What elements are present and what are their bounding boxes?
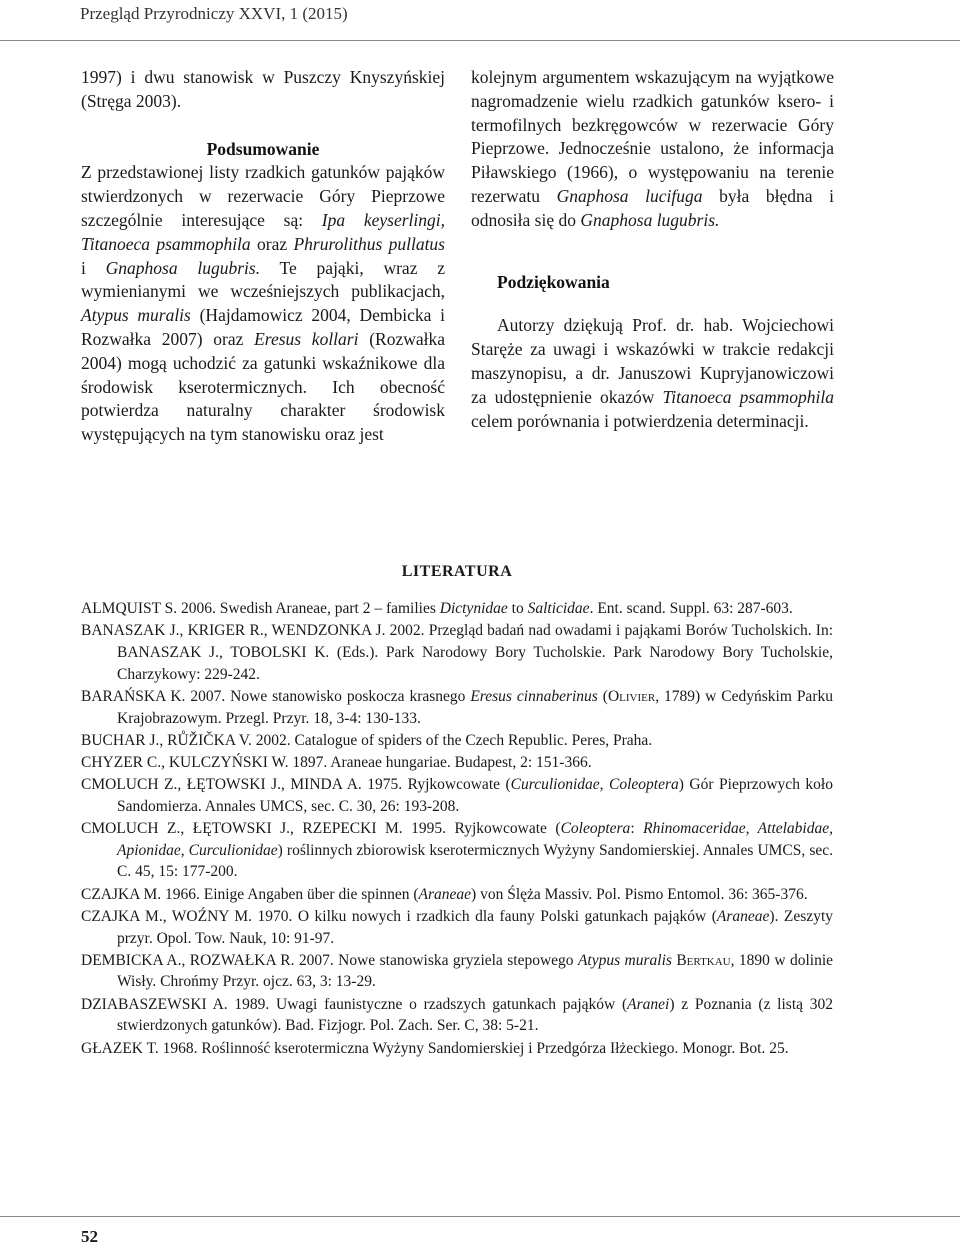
references-list — [81, 598, 833, 1060]
left-column — [81, 66, 445, 447]
reference-item: CMOLUCH Z., ŁĘTOWSKI J., RZEPECKI M. 1995. Ryjkowcowate (Coleoptera: Rhinomaceridae, Attelabidae, Apionidae, Curculionidae) roślinnych zbiorowisk kserotermicznych Wyżyny Sandomierskiej. Annales UMCS, sec. C. 45, 15: 177-200. — [81, 820, 834, 881]
reference-item: BUCHAR J., RŮŽIČKA V. 2002. Catalogue of spiders of the Czech Republic. Peres, Praha. — [81, 731, 653, 749]
header-rule — [0, 40, 960, 41]
right-column — [471, 66, 834, 433]
reference-item: DEMBICKA A., ROZWAŁKA R. 2007. Nowe stanowiska gryziela stepowego Atypus muralis Bertkau, 1890 w dolinie Wisły. Chrońmy Przyr. ojcz. 63, 3: 13-29. — [81, 951, 834, 991]
acknowledgements-paragraph: Autorzy dziękują Prof. dr. hab. Wojciechowi Staręże za uwagi i wskazówki w trakcie redakcji maszynopisu, a dr. Januszowi Kupryjanowiczowi za udostępnienie okazów Titanoeca psammophila celem porównania i potwierdzenia determinacji. — [471, 315, 834, 431]
summary-paragraph: Z przedstawionej listy rzadkich gatunków pająków stwierdzonych w rezerwacie Góry Pieprzowe szczególnie interesujące są: Ipa keyserlingi, Titanoeca psammophila oraz Phrurolithus pullatus i Gnaphosa lugubris. Te pająki, wraz z wymienianymi we wcześniejszych publikacjach, Atypus muralis (Hajdamowicz 2004, Dembicka i Rozwałka 2007) oraz Eresus kollari (Rozwałka 2004) mogą uchodzić za gatunki wskaźnikowe dla środowisk kserotermicznych. Ich obecność potwierdza naturalny charakter środowisk występujących na tym stanowisku oraz jest — [81, 162, 445, 445]
acknowledgements-heading: Podziękowania — [497, 271, 610, 292]
footer-rule — [0, 1216, 960, 1217]
reference-item: CZAJKA M. 1966. Einige Angaben über die spinnen (Araneae) von Ślęża Massiv. Pol. Pismo Entomol. 36: 365-376. — [81, 885, 808, 903]
reference-item: BARAŃSKA K. 2007. Nowe stanowisko poskocza krasnego Eresus cinnaberinus (Olivier, 1789) w Cedyńskim Parku Krajobrazowym. Przegl. Przyr. 18, 3-4: 130-133. — [81, 687, 833, 727]
reference-item: DZIABASZEWSKI A. 1989. Uwagi faunistyczne o rzadszych gatunkach pająków (Aranei) z Poznania (z listą 302 stwierdzonych gatunków). Bad. Fizjogr. Pol. Zach. Ser. C, 38: 5-21. — [81, 995, 834, 1035]
reference-item: CMOLUCH Z., ŁĘTOWSKI J., MINDA A. 1975. Ryjkowcowate (Curculionidae, Coleoptera) Gór Pieprzowych koło Sandomierza. Annales UMCS, sec. C. 30, 26: 193-208. — [81, 776, 833, 815]
reference-item: CZAJKA M., WOŹNY M. 1970. O kilku nowych i rzadkich dla fauny Polski gatunkach pająków (Araneae). Zeszyty przyr. Opol. Tow. Nauk, 10: 91-97. — [81, 907, 833, 947]
page-number: 52 — [81, 1227, 98, 1246]
running-head: Przegląd Przyrodniczy XXVI, 1 (2015) — [80, 4, 348, 23]
reference-item: ALMQUIST S. 2006. Swedish Araneae, part 2 – families Dictynidae to Salticidae. Ent. scand. Suppl. 63: 287-603. — [81, 600, 793, 617]
intro-paragraph: 1997) i dwu stanowisk w Puszczy Knyszyńskiej (Stręga 2003). — [81, 67, 445, 111]
references-title: LITERATURA — [401, 563, 513, 580]
summary-heading: Podsumowanie — [206, 138, 320, 159]
reference-item: BANASZAK J., KRIGER R., WENDZONKA J. 2002. Przegląd badań nad owadami i pająkami Borów Tucholskich. In: BANASZAK J., TOBOLSKI K. (Eds.). Park Narodowy Bory Tucholskie. Park Narodowy Bory Tucholskie, Charzykowy: 229-242. — [81, 622, 833, 683]
reference-item: CHYZER C., KULCZYŃSKI W. 1897. Araneae hungariae. Budapest, 2: 151-366. — [81, 753, 592, 771]
continuation-paragraph: kolejnym argumentem wskazującym na wyjątkowe nagromadzenie wielu rzadkich gatunków ksero- i termofilnych bezkręgowców w rezerwacie Góry Pieprzowe. Jednocześnie ustalono, że informacja Piławskiego (1966), o występowaniu na terenie rezerwatu Gnaphosa lucifuga była błędna i odnosiła się do Gnaphosa lugubris. — [471, 67, 834, 230]
reference-item: GŁAZEK T. 1968. Roślinność kserotermiczna Wyżyny Sandomierskiej i Przedgórza Iłżeckiego. Monogr. Bot. 25. — [81, 1039, 789, 1057]
